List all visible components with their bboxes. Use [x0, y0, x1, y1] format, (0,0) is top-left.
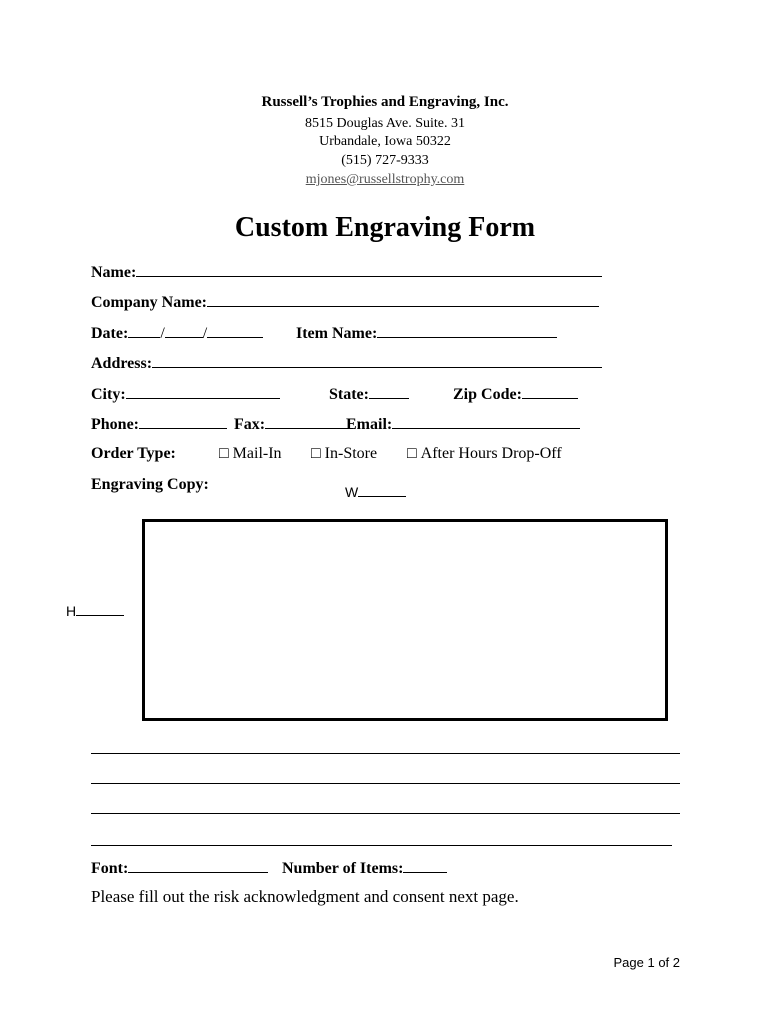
consent-note: Please fill out the risk acknowledgment and consent next page. [91, 887, 519, 906]
company-phone: (515) 727-9333 [341, 153, 429, 168]
company-name-label: Company Name: [91, 294, 207, 311]
email-row [346, 414, 580, 434]
date-day-field[interactable] [165, 323, 203, 338]
engraving-line-2[interactable] [91, 783, 680, 784]
company-email-link[interactable]: mjones@russellstrophy.com [305, 172, 465, 187]
order-option-mail-in[interactable] [219, 445, 282, 463]
name-label: Name: [91, 264, 137, 281]
date-year-field[interactable] [207, 323, 263, 338]
fax-label: Fax: [234, 416, 266, 433]
date-label: Date: [91, 325, 129, 342]
phone-row [91, 414, 227, 434]
fax-field[interactable] [265, 414, 353, 429]
height-field[interactable] [76, 603, 124, 616]
fax-row [234, 414, 353, 434]
state-label: State: [329, 386, 369, 403]
order-type-label: Order Type: [91, 445, 176, 462]
address-label: Address: [91, 355, 153, 372]
page-number: Page 1 of 2 [613, 955, 680, 970]
date-separator: / [202, 325, 208, 342]
height-row [66, 603, 124, 619]
address-line-2: Urbandale, Iowa 50322 [319, 134, 451, 149]
width-field[interactable] [358, 484, 406, 497]
address-field[interactable] [152, 353, 602, 368]
checkbox-icon[interactable]: □ [407, 445, 417, 462]
company-email [0, 172, 770, 188]
zip-label: Zip Code: [453, 386, 522, 403]
order-option-label: Mail-In [232, 445, 282, 462]
engraving-copy-box[interactable] [142, 519, 668, 721]
phone-field[interactable] [139, 414, 227, 429]
font-label: Font: [91, 860, 129, 877]
num-items-row [282, 858, 447, 878]
order-option-in-store[interactable] [311, 445, 377, 463]
width-label: W [345, 484, 359, 500]
name-field[interactable] [136, 262, 602, 277]
engraving-line-4[interactable] [91, 845, 672, 846]
engraving-line-3[interactable] [91, 813, 680, 814]
date-row [91, 323, 263, 343]
state-row [329, 384, 409, 404]
order-option-label: After Hours Drop-Off [420, 445, 562, 462]
date-separator: / [160, 325, 165, 342]
item-name-field[interactable] [377, 323, 557, 338]
item-name-label: Item Name: [296, 325, 378, 342]
address-row [91, 353, 602, 373]
checkbox-icon[interactable]: □ [311, 445, 321, 462]
form-title: Custom Engraving Form [234, 212, 536, 243]
height-label: H [66, 603, 77, 619]
state-field[interactable] [369, 384, 409, 399]
company-name: Russell’s Trophies and Engraving, Inc. [261, 94, 509, 110]
num-items-label: Number of Items: [282, 860, 404, 877]
zip-row [453, 384, 578, 404]
engraving-line-1[interactable] [91, 753, 680, 754]
font-row [91, 858, 268, 878]
city-row [91, 384, 280, 404]
num-items-field[interactable] [403, 858, 447, 873]
width-row [345, 484, 406, 500]
zip-field[interactable] [522, 384, 578, 399]
city-label: City: [91, 386, 126, 403]
order-option-after-hours[interactable] [407, 445, 562, 463]
date-month-field[interactable] [128, 323, 160, 338]
order-option-label: In-Store [324, 445, 378, 462]
company-name-row [91, 292, 599, 312]
address-line-1: 8515 Douglas Ave. Suite. 31 [305, 116, 465, 131]
phone-label: Phone: [91, 416, 139, 433]
checkbox-icon[interactable]: □ [219, 445, 229, 462]
name-row [91, 262, 602, 282]
engraving-copy-label: Engraving Copy: [91, 476, 209, 493]
font-field[interactable] [128, 858, 268, 873]
company-name-field[interactable] [207, 292, 599, 307]
email-field[interactable] [392, 414, 580, 429]
email-label: Email: [346, 416, 393, 433]
item-name-row [296, 323, 557, 343]
city-field[interactable] [126, 384, 280, 399]
